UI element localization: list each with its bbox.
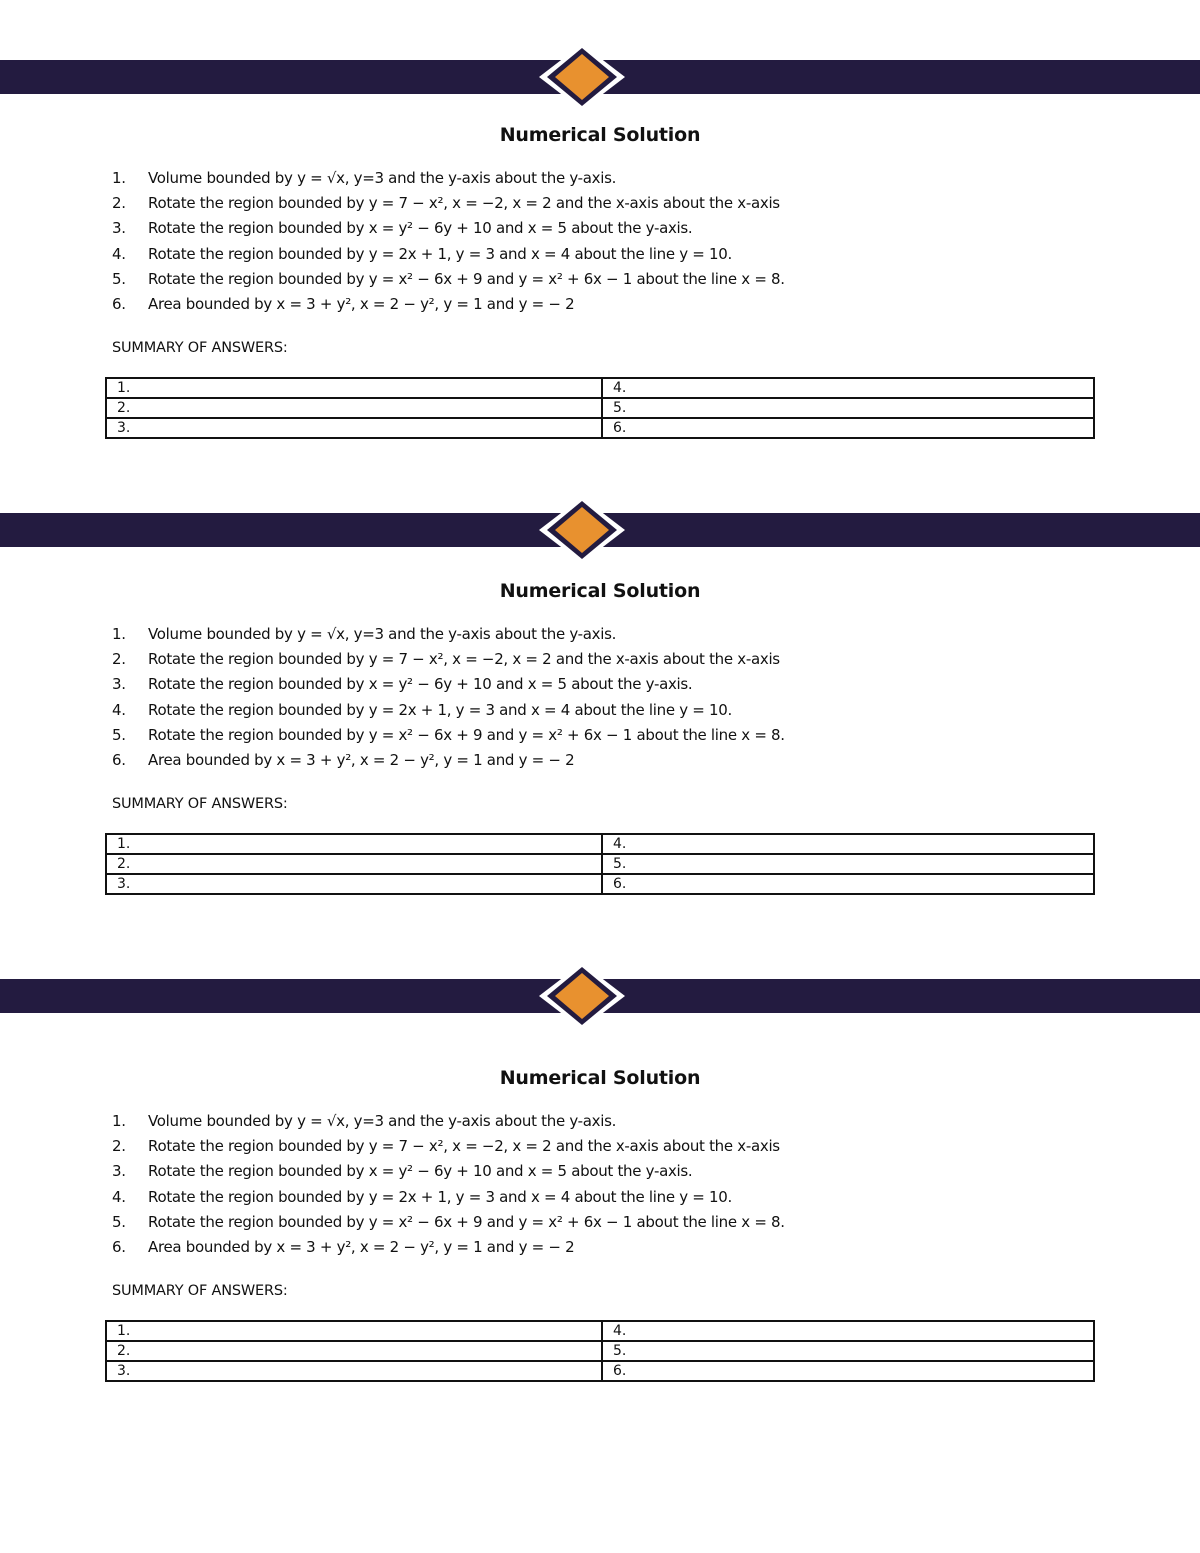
table-row: [106, 1341, 1094, 1361]
problem-item-4: 4. Rotate the region bounded by y = 2x + 1, y = 3 and x = 4 about the line y = 10.: [112, 244, 732, 263]
answer-cell[interactable]: 6.: [602, 1361, 1094, 1381]
problem-item-2: 2. Rotate the region bounded by y = 7 − x², x = −2, x = 2 and the x-axis about the x-axis: [112, 1137, 780, 1156]
answer-cell[interactable]: 1.: [106, 1321, 602, 1341]
answer-cell[interactable]: 6.: [602, 418, 1094, 438]
answers-table: [105, 1320, 1095, 1382]
problem-item-6: 6. Area bounded by x = 3 + y², x = 2 − y², y = 1 and y = − 2: [112, 750, 575, 769]
problem-item-1: 1. Volume bounded by y = √x, y=3 and the y-axis about the y-axis.: [112, 1112, 617, 1130]
problem-list: [112, 166, 1012, 317]
problem-item-3: 3. Rotate the region bounded by x = y² − 6y + 10 and x = 5 about the y-axis.: [112, 1162, 693, 1181]
table-row: [106, 854, 1094, 874]
problem-item-5: 5. Rotate the region bounded by y = x² − 6x + 9 and y = x² + 6x − 1 about the line x = 8.: [112, 269, 785, 288]
answer-cell[interactable]: 4.: [602, 834, 1094, 854]
answer-cell[interactable]: 4.: [602, 1321, 1094, 1341]
diamond-emblem-icon: [537, 42, 627, 112]
table-row: [106, 834, 1094, 854]
answer-cell[interactable]: 2.: [106, 854, 602, 874]
problem-list: [112, 622, 1012, 773]
problem-item-6: 6. Area bounded by x = 3 + y², x = 2 − y², y = 1 and y = − 2: [112, 1237, 575, 1256]
summary-label: SUMMARY OF ANSWERS:: [112, 340, 288, 356]
answer-cell[interactable]: 5.: [602, 398, 1094, 418]
problem-item-6: 6. Area bounded by x = 3 + y², x = 2 − y², y = 1 and y = − 2: [112, 294, 575, 313]
summary-label: SUMMARY OF ANSWERS:: [112, 796, 288, 812]
answer-cell[interactable]: 3.: [106, 1361, 602, 1381]
answer-cell[interactable]: 2.: [106, 398, 602, 418]
problem-item-2: 2. Rotate the region bounded by y = 7 − x², x = −2, x = 2 and the x-axis about the x-axis: [112, 650, 780, 669]
problem-item-1: 1. Volume bounded by y = √x, y=3 and the y-axis about the y-axis.: [112, 625, 617, 643]
answer-cell[interactable]: 5.: [602, 1341, 1094, 1361]
answer-cell[interactable]: 1.: [106, 378, 602, 398]
answers-table: [105, 833, 1095, 895]
section-title: Numerical Solution: [499, 124, 701, 146]
problem-item-4: 4. Rotate the region bounded by y = 2x + 1, y = 3 and x = 4 about the line y = 10.: [112, 1187, 732, 1206]
diamond-emblem-icon: [537, 495, 627, 565]
answer-cell[interactable]: 2.: [106, 1341, 602, 1361]
problem-item-3: 3. Rotate the region bounded by x = y² − 6y + 10 and x = 5 about the y-axis.: [112, 219, 693, 238]
problem-item-1: 1. Volume bounded by y = √x, y=3 and the y-axis about the y-axis.: [112, 169, 617, 187]
problem-item-3: 3. Rotate the region bounded by x = y² − 6y + 10 and x = 5 about the y-axis.: [112, 675, 693, 694]
problem-item-5: 5. Rotate the region bounded by y = x² − 6x + 9 and y = x² + 6x − 1 about the line x = 8.: [112, 1212, 785, 1231]
table-row: [106, 874, 1094, 894]
answer-cell[interactable]: 3.: [106, 418, 602, 438]
table-row: [106, 398, 1094, 418]
problem-item-2: 2. Rotate the region bounded by y = 7 − x², x = −2, x = 2 and the x-axis about the x-axis: [112, 194, 780, 213]
answers-table: [105, 377, 1095, 439]
table-row: [106, 1321, 1094, 1341]
section-title: Numerical Solution: [499, 1067, 701, 1089]
problem-list: [112, 1109, 1012, 1260]
summary-label: SUMMARY OF ANSWERS:: [112, 1283, 288, 1299]
answer-cell[interactable]: 5.: [602, 854, 1094, 874]
problem-item-4: 4. Rotate the region bounded by y = 2x + 1, y = 3 and x = 4 about the line y = 10.: [112, 700, 732, 719]
table-row: [106, 1361, 1094, 1381]
diamond-emblem-icon: [537, 961, 627, 1031]
table-row: [106, 378, 1094, 398]
section-title: Numerical Solution: [499, 580, 701, 602]
table-row: [106, 418, 1094, 438]
answer-cell[interactable]: 6.: [602, 874, 1094, 894]
answer-cell[interactable]: 3.: [106, 874, 602, 894]
problem-item-5: 5. Rotate the region bounded by y = x² − 6x + 9 and y = x² + 6x − 1 about the line x = 8.: [112, 725, 785, 744]
answer-cell[interactable]: 4.: [602, 378, 1094, 398]
answer-cell[interactable]: 1.: [106, 834, 602, 854]
